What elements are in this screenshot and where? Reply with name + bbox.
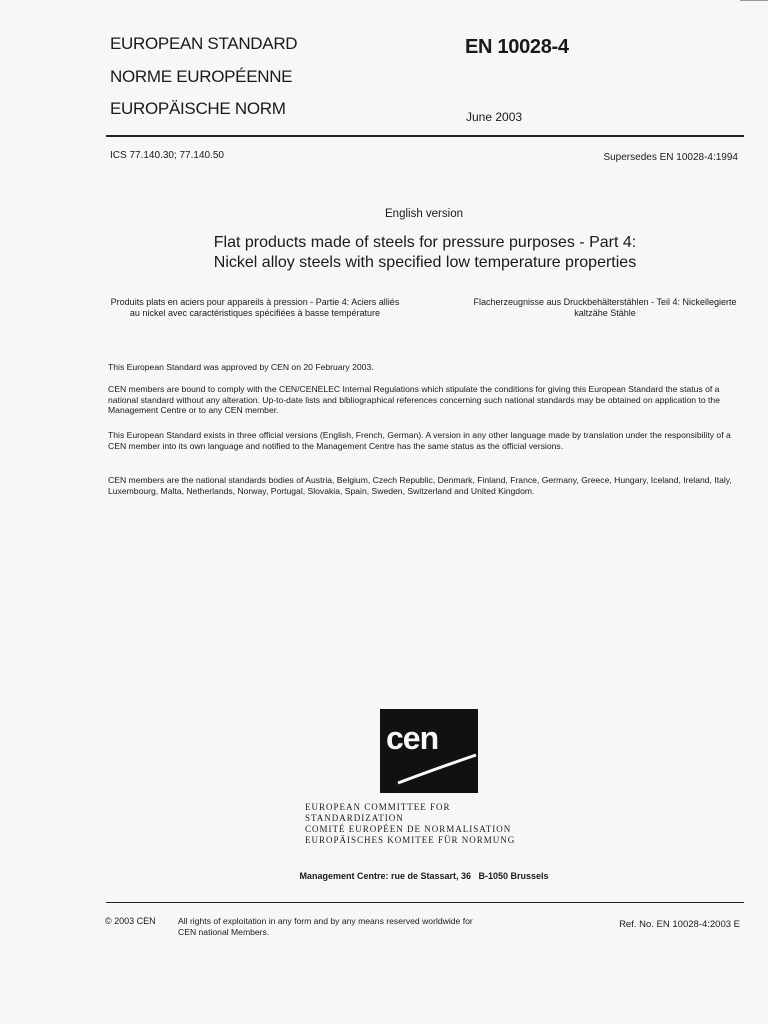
- french-title: Produits plats en aciers pour appareils à pression - Partie 4: Aciers alliés au nickel avec caractéristiques spécifiées à basse température: [110, 297, 400, 318]
- committee-name-de: EUROPÄISCHES KOMITEE FÜR NORMUNG: [305, 835, 516, 845]
- language-version: English version: [385, 208, 463, 220]
- title-german: EUROPÄISCHE NORM: [110, 99, 286, 118]
- document-title: [106, 233, 744, 273]
- rights-statement: All rights of exploitation in any form and by any means reserved worldwide for CEN national Members.: [178, 916, 473, 937]
- members-paragraph: CEN members are the national standards bodies of Austria, Belgium, Czech Republic, Denmark, Finland, France, Germany, Greece, Hungary, Iceland, Ireland, Italy, Luxembourg, Malta, Netherlands, Norway, Portugal, Slovakia, Spain, Sweden, Switzerland and United Kingdom.: [108, 475, 732, 496]
- management-centre-address: Management Centre: rue de Stassart, 36 B-1050 Brussels: [299, 871, 549, 881]
- cen-logo-text: cen: [386, 720, 439, 756]
- german-title: Flacherzeugnisse aus Druckbehälterstählen - Teil 4: Nickellegierte kaltzähe Stähle: [473, 297, 737, 318]
- title-english: EUROPEAN STANDARD: [110, 34, 298, 53]
- scan-edge-mark: [740, 0, 768, 1]
- committee-name-fr: COMITÉ EUROPÉEN DE NORMALISATION: [305, 824, 512, 834]
- header-divider: [106, 135, 744, 137]
- compliance-paragraph: CEN members are bound to comply with the CEN/CENELEC Internal Regulations which stipulate the conditions for giving this European Standard the status of a national standard without any alteration. Up-to-date lists and bibliographical references concerning such national standards may be obtained on application to the Management Centre or to any CEN member.: [108, 384, 720, 415]
- footer-divider: [106, 902, 744, 903]
- title-french: NORME EUROPÉENNE: [110, 67, 293, 86]
- reference-number: Ref. No. EN 10028-4:2003 E: [619, 919, 740, 930]
- cen-logo-icon: [380, 709, 478, 793]
- standard-number: EN 10028-4: [465, 36, 569, 58]
- document-title-line-1: Flat products made of steels for pressure purposes - Part 4:: [213, 234, 637, 251]
- versions-paragraph: This European Standard exists in three official versions (English, French, German). A version in any other language made by translation under the responsibility of a CEN member into its own language and notified to the Management Centre has the same status as the official versions.: [108, 430, 731, 451]
- ics-code: ICS 77.140.30; 77.140.50: [110, 150, 224, 161]
- copyright-notice: © 2003 CEN: [105, 916, 156, 926]
- approval-paragraph: This European Standard was approved by CEN on 20 February 2003.: [108, 362, 374, 372]
- publication-date: June 2003: [466, 110, 523, 124]
- committee-name-en: EUROPEAN COMMITTEE FOR STANDARDIZATION: [305, 802, 451, 823]
- supersedes-note: Supersedes EN 10028-4:1994: [603, 152, 738, 163]
- document-title-line-2: Nickel alloy steels with specified low temperature properties: [213, 254, 637, 271]
- committee-names: [305, 802, 545, 846]
